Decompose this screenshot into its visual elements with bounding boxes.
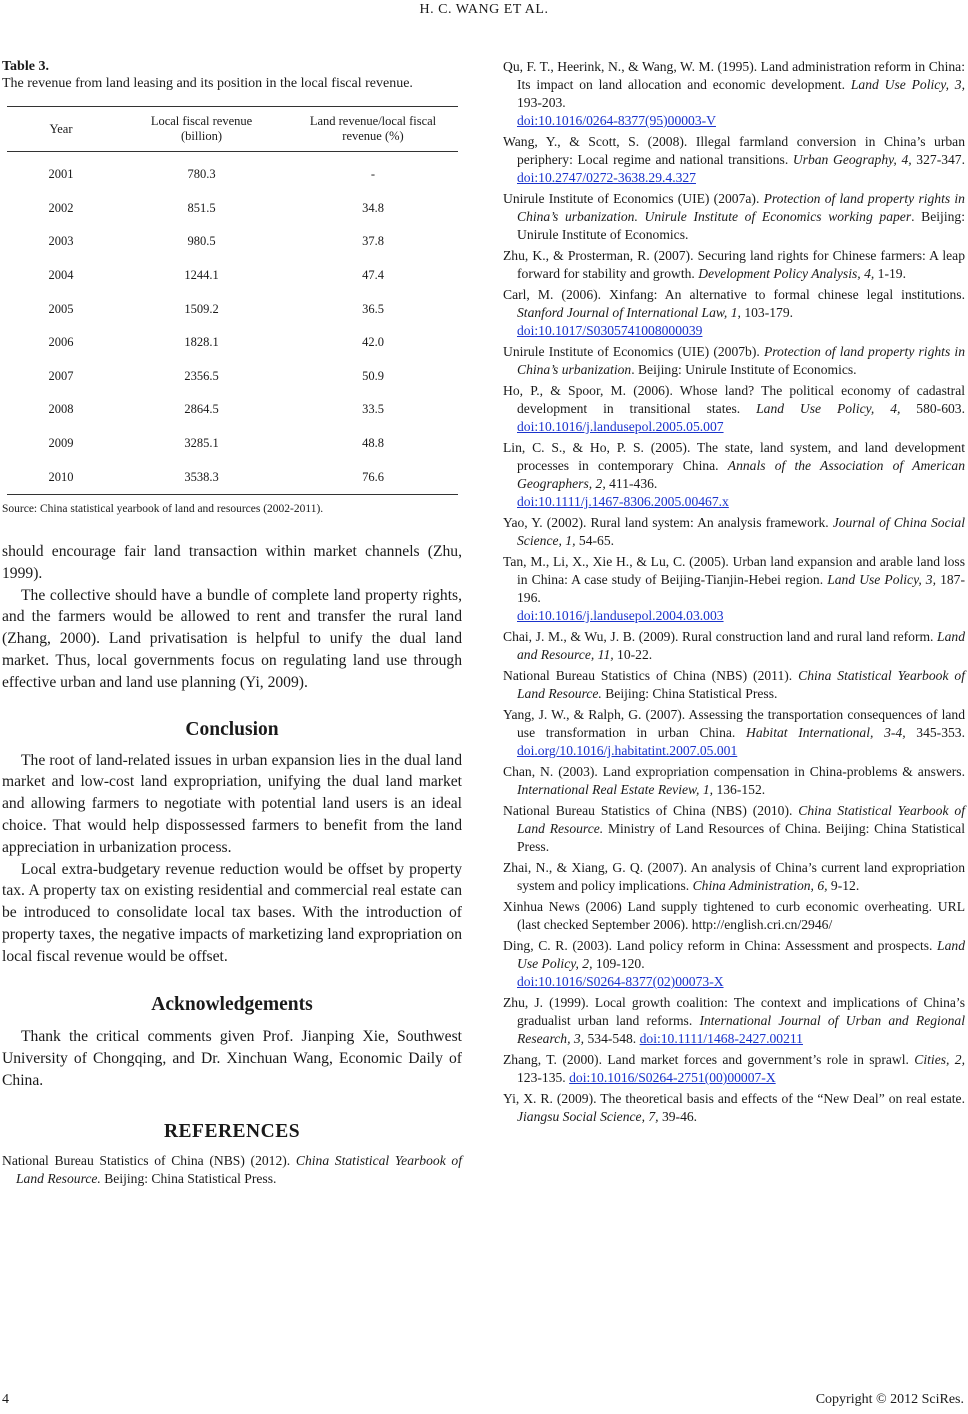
- paragraph-land-rights: The collective should have a bundle of complete land property rights, and the farmers would be allowed to rent and transfer the rural land (Zhang, 2000). Land privatisation is helpful to unify the dual land market. Thus, local governments focus on regulating land use through effective urban and land use planning (Yi, 2009).: [2, 586, 462, 691]
- table-row: [7, 460, 458, 494]
- reference-entry: [503, 763, 965, 799]
- cell-year: 2004: [48, 268, 74, 283]
- reference-journal: Land Use Policy, 3,: [827, 572, 937, 587]
- reference-text: Wang, Y., & Scott, S. (2008). Illegal farmland conversion in China’s urban periphery: Local regime and national transitions.: [503, 134, 965, 167]
- reference-journal: Habitat International, 3-4,: [746, 725, 906, 740]
- reference-text: Zhang, T. (2000). Land market forces and government’s role in sprawl.: [503, 1052, 915, 1067]
- reference-entry: [503, 343, 965, 379]
- cell-land-revenue-ratio: 33.5: [362, 402, 384, 417]
- reference-journal: Annals of the Association of American Geographers, 2,: [517, 458, 965, 491]
- reference-doi-link[interactable]: doi:10.1111/1468-2427.00211: [639, 1031, 803, 1046]
- reference-text: Qu, F. T., Heerink, N., & Wang, W. M. (1995). Land administration reform in China: Its impact on land allocation and economic development.: [503, 59, 965, 92]
- reference-text: National Bureau Statistics of China (NBS) (2012).: [2, 1152, 296, 1168]
- header-land-revenue-ratio: Land revenue/local fiscal revenue (%): [288, 107, 458, 152]
- table-row: [7, 292, 458, 326]
- reference-journal: Urban Geography, 4,: [792, 152, 912, 167]
- cell-land-revenue-ratio: 34.8: [362, 200, 384, 215]
- reference-text: National Bureau Statistics of China (NBS) (2010).: [503, 803, 799, 818]
- reference-journal: Protection of land property rights in China’s urbanization: [517, 344, 965, 377]
- header-local-fiscal-revenue: Local fiscal revenue (billion): [115, 107, 288, 152]
- reference-text: 193-203.: [517, 95, 566, 110]
- cell-local-fiscal-revenue: 851.5: [187, 200, 216, 215]
- cell-land-revenue-ratio: -: [370, 167, 376, 182]
- reference-text: Unirule Institute of Economics (UIE) (2007b).: [503, 344, 764, 359]
- reference-journal: Land and Resource, 11,: [517, 629, 965, 662]
- reference-text: 411-436.: [605, 476, 658, 491]
- reference-journal: China Administration, 6,: [692, 878, 828, 893]
- reference-journal: Cities, 2,: [914, 1052, 965, 1067]
- reference-text: Chai, J. M., & Wu, J. B. (2009). Rural construction land and rural land reform.: [503, 629, 938, 644]
- table-row: [7, 259, 458, 293]
- reference-text: Ministry of Land Resources of China. Beijing: China Statistical Press.: [517, 821, 965, 854]
- reference-text: Ho, P., & Spoor, M. (2006). Whose land? The political economy of cadastral development in transitional states.: [503, 383, 965, 416]
- reference-doi-link[interactable]: doi:10.2747/0272-3638.29.4.327: [517, 170, 696, 185]
- reference-doi-link[interactable]: doi.org/10.1016/j.habitatint.2007.05.001: [517, 743, 738, 758]
- cell-land-revenue-ratio: 42.0: [362, 335, 384, 350]
- cell-local-fiscal-revenue: 780.3: [187, 167, 216, 182]
- reference-journal: China Statistical Yearbook of Land Resource.: [16, 1152, 462, 1186]
- paragraph-conclusion-2: Local extra-budgetary revenue reduction would be offset by property tax. A property tax on existing residential and commercial real estate can be introduced to consolidate local tax bases. With the introduction of property taxes, the negative impacts of marketizing land expropriation on local fiscal revenue would be offset.: [2, 860, 462, 965]
- table-row: [7, 393, 458, 427]
- references-heading: REFERENCES: [163, 1120, 301, 1142]
- paragraph-conclusion-1: The root of land-related issues in urban expansion lies in the dual land market and low-cost land expropriation, unifying the dual land market and allowing farmers to negotiate with potential land users is an ideal choice. That would help dispossessed farmers to benefit from the land appreciation in urbanization process.: [2, 751, 462, 856]
- references-list-left: [2, 1152, 462, 1188]
- cell-local-fiscal-revenue: 3538.3: [115, 460, 288, 494]
- reference-text: Yi, X. R. (2009). The theoretical basis and effects of the “New Deal” on real estate.: [503, 1091, 965, 1106]
- table-header-row: [7, 107, 458, 152]
- reference-text: Beijing: China Statistical Press.: [601, 686, 778, 701]
- reference-journal: Stanford Journal of International Law, 1,: [517, 305, 741, 320]
- reference-text: 10-22.: [613, 647, 653, 662]
- cell-land-revenue-ratio: 76.6: [288, 460, 458, 494]
- cell-local-fiscal-revenue: 1244.1: [184, 268, 219, 283]
- cell-year: 2002: [48, 200, 74, 215]
- reference-text: 580-603.: [900, 401, 965, 416]
- table-row: [7, 225, 458, 259]
- reference-text: . Beijing: Unirule Institute of Economics.: [631, 362, 857, 377]
- reference-text: . Beijing: Unirule Institute of Economics.: [517, 209, 965, 242]
- reference-text: Zhai, N., & Xiang, G. Q. (2007). An analysis of China’s current land expropriation system and policy implications.: [503, 860, 965, 893]
- reference-entry: [503, 859, 965, 895]
- running-header: H. C. WANG ET AL.: [419, 2, 549, 17]
- reference-text: Zhu, J. (1999). Local growth coalition: The context and implications of China’s gradualist urban land reforms.: [503, 995, 965, 1028]
- reference-text: Yang, J. W., & Ralph, G. (2007). Assessing the transportation consequences of land use transformation in urban China.: [503, 707, 965, 740]
- reference-entry: [2, 1152, 462, 1188]
- reference-text: 1-19.: [874, 266, 906, 281]
- cell-year: 2005: [48, 301, 74, 316]
- reference-doi-link[interactable]: doi:10.1016/S0264-2751(00)00007-X: [569, 1070, 776, 1085]
- cell-land-revenue-ratio: 36.5: [362, 301, 384, 316]
- reference-text: Xinhua News (2006) Land supply tightened to curb economic overheating. URL (last checked September 2006). http://english.cri.cn/2946/: [503, 899, 965, 932]
- reference-entry: [503, 439, 965, 511]
- reference-text: 123-135.: [517, 1070, 570, 1085]
- cell-local-fiscal-revenue: 3285.1: [184, 436, 219, 451]
- revenue-table: [7, 106, 458, 495]
- table-row: [7, 326, 458, 360]
- reference-text: Chan, N. (2003). Land expropriation compensation in China-problems & answers.: [503, 764, 965, 779]
- cell-land-revenue-ratio: 50.9: [362, 368, 384, 383]
- cell-year: 2006: [48, 335, 74, 350]
- reference-entry: [503, 706, 965, 760]
- reference-entry: [503, 382, 965, 436]
- table-row: [7, 192, 458, 226]
- reference-text: 327-347.: [911, 152, 966, 167]
- left-column: [2, 58, 462, 1191]
- reference-text: 9-12.: [827, 878, 860, 893]
- reference-journal: International Journal of Urban and Regional Research, 3,: [517, 1013, 965, 1046]
- table-body: [7, 152, 458, 495]
- cell-local-fiscal-revenue: 980.5: [187, 234, 216, 249]
- acknowledgements-heading: Acknowledgements: [151, 994, 313, 1016]
- header-year: Year: [7, 107, 115, 152]
- reference-entry: [503, 247, 965, 283]
- reference-journal: Land Use Policy, 4,: [756, 401, 901, 416]
- table-row: [7, 152, 458, 192]
- reference-entry: [503, 514, 965, 550]
- reference-journal: Land Use Policy, 2,: [517, 938, 965, 971]
- reference-entry: [503, 667, 965, 703]
- reference-journal: Jiangsu Social Science, 7,: [517, 1109, 659, 1124]
- reference-doi-link[interactable]: doi:10.1017/S0305741008000039: [517, 323, 703, 338]
- reference-journal: Journal of China Social Science, 1,: [517, 515, 965, 548]
- reference-doi-link[interactable]: doi:10.1016/j.landusepol.2005.05.007: [517, 419, 724, 434]
- reference-text: 187-196.: [517, 572, 965, 605]
- reference-doi-link[interactable]: doi:10.1111/j.1467-8306.2005.00467.x: [517, 494, 729, 509]
- reference-text: 136-152.: [713, 782, 766, 797]
- reference-entry: [503, 1051, 965, 1087]
- conclusion-heading: Conclusion: [185, 718, 279, 740]
- reference-entry: [503, 994, 965, 1048]
- reference-text: Lin, C. S., & Ho, P. S. (2005). The state, land system, and land development processes in contemporary China.: [503, 440, 965, 473]
- reference-text: Yao, Y. (2002). Rural land system: An analysis framework.: [503, 515, 833, 530]
- cell-land-revenue-ratio: 47.4: [362, 268, 384, 283]
- cell-land-revenue-ratio: 37.8: [362, 234, 384, 249]
- reference-journal: Development Policy Analysis, 4,: [698, 266, 875, 281]
- reference-journal: Land Use Policy, 3,: [850, 77, 965, 92]
- reference-entry: [503, 286, 965, 340]
- cell-land-revenue-ratio: 48.8: [362, 436, 384, 451]
- table-source: Source: China statistical yearbook of land and resources (2002-2011).: [2, 502, 324, 515]
- cell-year: 2003: [48, 234, 74, 249]
- paragraph-acknowledgements: Thank the critical comments given Prof. Jianping Xie, Southwest University of Chongqing, and Dr. Xinchuan Wang, Economic Daily of China.: [2, 1028, 462, 1090]
- cell-local-fiscal-revenue: 1828.1: [184, 335, 219, 350]
- reference-entry: [503, 553, 965, 625]
- reference-journal: Protection of land property rights in China’s urbanization. Unirule Institute of Economics working paper: [517, 191, 965, 224]
- cell-year: 2010: [7, 460, 115, 494]
- right-column: [503, 58, 965, 1129]
- reference-entry: [503, 628, 965, 664]
- references-list-right: [503, 58, 965, 1126]
- reference-text: Tan, M., Li, X., Xie H., & Lu, C. (2005). Urban land expansion and arable land loss in China: A case study of Beijing-Tianjin-Hebei region.: [503, 554, 965, 587]
- reference-text: 54-65.: [575, 533, 615, 548]
- page-number: 4: [2, 1392, 9, 1407]
- table-caption: The revenue from land leasing and its position in the local fiscal revenue.: [2, 76, 413, 91]
- copyright-notice: Copyright © 2012 SciRes.: [815, 1392, 964, 1407]
- cell-year: 2008: [48, 402, 74, 417]
- table-row: [7, 360, 458, 394]
- reference-text: 103-179.: [740, 305, 794, 320]
- reference-text: 39-46.: [658, 1109, 698, 1124]
- reference-text: National Bureau Statistics of China (NBS) (2011).: [503, 668, 799, 683]
- cell-local-fiscal-revenue: 2356.5: [184, 368, 219, 383]
- cell-year: 2007: [48, 368, 74, 383]
- reference-entry: [503, 937, 965, 991]
- reference-entry: [503, 190, 965, 244]
- reference-doi-link[interactable]: doi:10.1016/S0264-8377(02)00073-X: [517, 974, 724, 989]
- reference-text: 109-120.: [592, 956, 645, 971]
- table-title: Table 3.: [2, 59, 49, 74]
- reference-entry: [503, 898, 965, 934]
- reference-journal: International Real Estate Review, 1,: [517, 782, 714, 797]
- reference-text: Beijing: China Statistical Press.: [100, 1170, 277, 1186]
- reference-text: Unirule Institute of Economics (UIE) (2007a).: [503, 191, 764, 206]
- cell-year: 2009: [48, 436, 74, 451]
- reference-entry: [503, 802, 965, 856]
- cell-local-fiscal-revenue: 2864.5: [184, 402, 219, 417]
- reference-journal: China Statistical Yearbook of Land Resource.: [517, 668, 965, 701]
- cell-year: 2001: [48, 167, 74, 182]
- reference-doi-link[interactable]: doi:10.1016/j.landusepol.2004.03.003: [517, 608, 724, 623]
- reference-entry: [503, 133, 965, 187]
- reference-text: 345-353.: [905, 725, 965, 740]
- reference-text: Carl, M. (2006). Xinfang: An alternative to formal chinese legal institutions.: [503, 287, 965, 302]
- reference-journal: China Statistical Yearbook of Land Resource.: [517, 803, 965, 836]
- cell-local-fiscal-revenue: 1509.2: [184, 301, 219, 316]
- table-row: [7, 427, 458, 461]
- reference-doi-link[interactable]: doi:10.1016/0264-8377(95)00003-V: [517, 113, 716, 128]
- reference-text: Ding, C. R. (2003). Land policy reform in China: Assessment and prospects.: [503, 938, 938, 953]
- paragraph-continuation: should encourage fair land transaction within market channels (Zhu, 1999).: [2, 542, 462, 582]
- reference-text: Zhu, K., & Prosterman, R. (2007). Securing land rights for Chinese farmers: A leap forward for stability and growth.: [503, 248, 965, 281]
- reference-entry: [503, 58, 965, 130]
- reference-entry: [503, 1090, 965, 1126]
- reference-text: 534-548.: [584, 1031, 640, 1046]
